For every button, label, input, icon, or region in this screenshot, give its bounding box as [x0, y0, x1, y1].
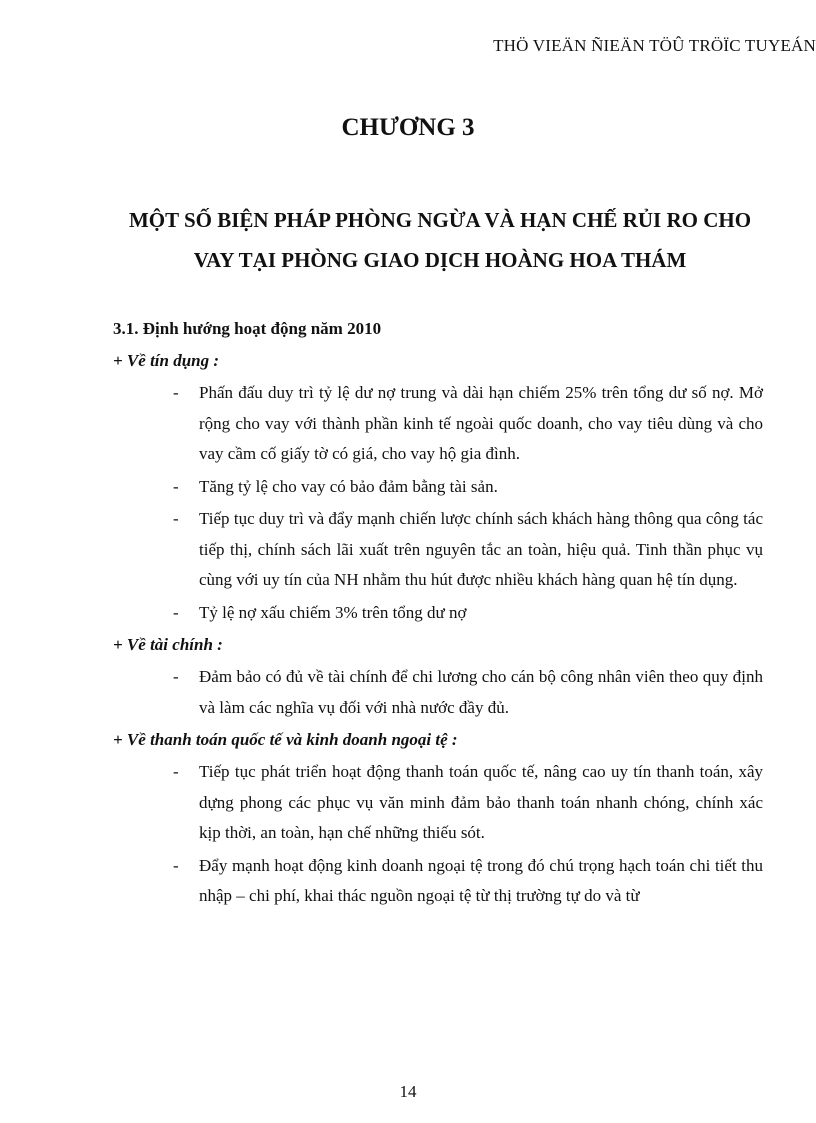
finance-bullet-list [113, 662, 763, 723]
subsection-credit-title: + Về tín dụng : [113, 351, 220, 370]
subsection-finance-title: + Về tài chính : [113, 635, 223, 654]
list-item-text: Phấn đấu duy trì tỷ lệ dư nợ trung và dài hạn chiếm 25% trên tổng dư số nợ. Mở rộng cho vay với thành phần kinh tế ngoài quốc doanh, cho vay tiêu dùng và cho vay cầm cố giấy tờ có giá, cho vay hộ gia đình. [199, 383, 763, 463]
dash-marker: - [173, 602, 179, 622]
list-item-text: Tiếp tục phát triển hoạt động thanh toán quốc tế, nâng cao uy tín thanh toán, xây dựng phong các phục vụ văn minh đảm bảo thanh toán nhanh chóng, chính xác kịp thời, an toàn, hạn chế những thiếu sót. [199, 762, 763, 842]
international-payment-bullet-list [113, 757, 763, 912]
dash-marker: - [173, 383, 179, 402]
list-item [113, 504, 763, 596]
dash-marker: - [173, 762, 179, 781]
dash-marker: - [173, 476, 179, 496]
dash-marker: - [173, 509, 179, 528]
document-title [90, 200, 790, 280]
list-item-text: Tăng tỷ lệ cho vay có bảo đảm bằng tài sản. [199, 476, 498, 496]
dash-marker: - [173, 667, 179, 686]
page-number: 14 [399, 1082, 417, 1101]
credit-bullet-list [113, 378, 763, 628]
subsection-international-payment-title: + Về thanh toán quốc tế và kinh doanh ngoại tệ : [113, 730, 458, 749]
list-item [113, 851, 763, 912]
list-item [113, 378, 763, 470]
list-item-text: Tiếp tục duy trì và đẩy mạnh chiến lược chính sách khách hàng thông qua công tác tiếp thị, chính sách lãi xuất trên nguyên tắc an toàn, hiệu quả. Tinh thần phục vụ cùng với uy tín của NH nhằm thu hút được nhiều khách hàng quan hệ tín dụng. [199, 509, 763, 589]
list-item [113, 598, 763, 629]
section-heading: 3.1. Định hướng hoạt động năm 2010 [113, 319, 382, 338]
section-content [113, 314, 763, 912]
chapter-title: CHƯƠNG 3 [341, 114, 475, 141]
document-title-line-2: VAY TẠI PHÒNG GIAO DỊCH HOÀNG HOA THÁM [193, 248, 687, 272]
list-item [113, 757, 763, 849]
list-item-text: Đẩy mạnh hoạt động kinh doanh ngoại tệ trong đó chú trọng hạch toán chi tiết thu nhập – chi phí, khai thác nguồn ngoại tệ từ thị trường tự do và từ [199, 855, 763, 905]
list-item-text: Tỷ lệ nợ xấu chiếm 3% trên tổng dư nợ [199, 602, 467, 622]
list-item-text: Đảm bảo có đủ về tài chính để chi lương cho cán bộ công nhân viên theo quy định và làm các nghĩa vụ đối với nhà nước đầy đủ. [199, 667, 763, 717]
document-title-line-1: MỘT SỐ BIỆN PHÁP PHÒNG NGỪA VÀ HẠN CHẾ RỦI RO CHO [128, 208, 752, 232]
list-item [113, 472, 763, 503]
dash-marker: - [173, 855, 179, 875]
running-header: THÖ VIEÄN ÑIEÄN TÖÛ TRÖÏC TUYEÁN [493, 36, 816, 55]
list-item [113, 662, 763, 723]
